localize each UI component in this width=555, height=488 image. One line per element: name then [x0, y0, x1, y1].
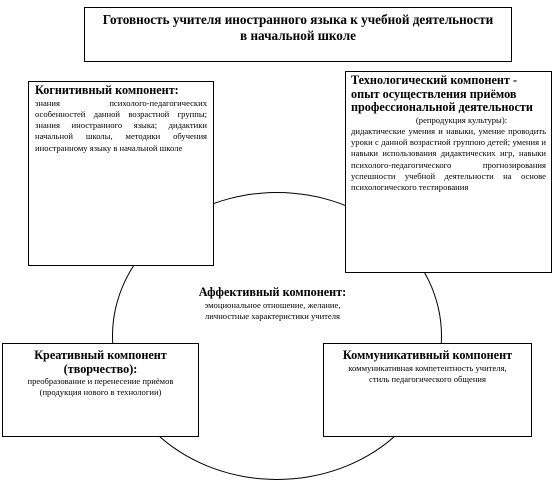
affective-line-2: личностные характеристики учителя — [205, 310, 340, 321]
creative-line-2: (продукция нового в технологии) — [39, 387, 162, 398]
affective-line-1: эмоциональное отношение, желание, — [204, 299, 341, 310]
affective-component — [150, 286, 395, 322]
creative-heading: Креативный компонент (творчество): — [34, 348, 167, 376]
title-box — [84, 7, 512, 62]
cognitive-text: знания психолого-педагогических особенностей данной возрастной группы; знания иностранного языка; дидактики начальной школы, методики обучения иностранному языку в начальной школе — [35, 97, 207, 153]
technological-heading: Технологический компонент - опыт осуществления приёмов профессиональной деятельности — [351, 73, 533, 114]
cognitive-heading: Когнитивный компонент: — [35, 83, 179, 97]
communicative-line-2: стиль педагогического общения — [369, 373, 486, 384]
communicative-component-box — [323, 343, 532, 437]
technological-subheading: (репродукция культуры): — [415, 114, 508, 125]
affective-heading: Аффективный компонент: — [198, 285, 347, 299]
title-line-1: Готовность учителя иностранного языка к учебной деятельности — [102, 12, 494, 27]
creative-component-box — [2, 343, 199, 437]
communicative-line-1: коммуникативная компетентность учителя, — [348, 362, 507, 373]
title-line-2: в начальной школе — [240, 28, 356, 43]
cognitive-component-box — [28, 81, 214, 266]
technological-component-box — [345, 71, 552, 273]
creative-line-1: преобразование и перенесение приёмов — [27, 376, 174, 386]
communicative-heading: Коммуникативный компонент — [342, 348, 513, 362]
technological-text: дидактические умения и навыки, умение проводить уроки с данной возрастной группою детей; умения и навыки использования дидактических игр, навыки психолого-педагогического прогнозирования успешности учебной деятельности на основе психологического тестирования — [351, 125, 546, 193]
